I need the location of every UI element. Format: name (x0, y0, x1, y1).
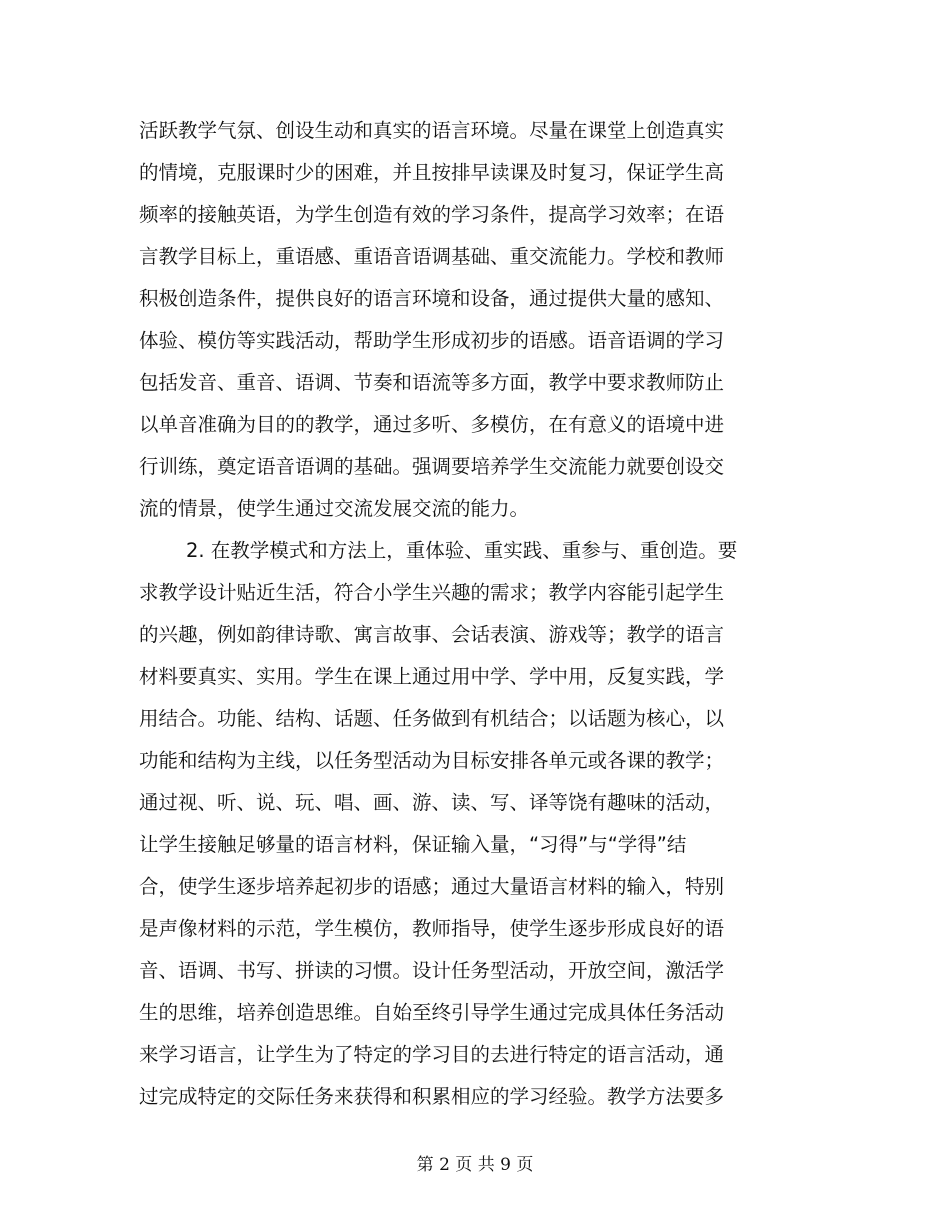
text-line: 以单音准确为目的的教学，通过多听、多模仿，在有意义的语境中进 (139, 413, 725, 436)
text-line: 材料要真实、实用。学生在课上通过用中学、学中用，反复实践，学 (139, 665, 725, 688)
text-line: 过完成特定的交际任务来获得和积累相应的学习经验。教学方法要多 (139, 1085, 725, 1108)
text-line: 通过视、听、说、玩、唱、画、游、读、写、译等饶有趣味的活动， (139, 791, 725, 814)
text-line: 合，使学生逐步培养起初步的语感；通过大量语言材料的输入，特别 (139, 875, 725, 898)
text-line: 行训练，奠定语音语调的基础。强调要培养学生交流能力就要创设交 (139, 455, 725, 478)
text-line: 体验、模仿等实践活动，帮助学生形成初步的语感。语音语调的学习 (139, 329, 725, 352)
text-line: 功能和结构为主线，以任务型活动为目标安排各单元或各课的教学； (139, 749, 725, 772)
text-line: 让学生接触足够量的语言材料，保证输入量，“习得”与“学得”结 (139, 833, 687, 856)
text-line: 的情境，克服课时少的困难，并且按排早读课及时复习，保证学生高 (139, 161, 725, 184)
text-line: 频率的接触英语，为学生创造有效的学习条件，提高学习效率；在语 (139, 203, 725, 226)
text-line: 是声像材料的示范，学生模仿，教师指导，使学生逐步形成良好的语 (139, 917, 725, 940)
page-number-footer: 第 2 页 共 9 页 (416, 1155, 534, 1175)
paragraph-start-line: 2. 在教学模式和方法上，重体验、重实践、重参与、重创造。要 (186, 539, 738, 562)
text-line: 言教学目标上，重语感、重语音语调基础、重交流能力。学校和教师 (139, 245, 725, 268)
text-line: 求教学设计贴近生活，符合小学生兴趣的需求；教学内容能引起学生 (139, 581, 725, 604)
text-line: 的兴趣，例如韵律诗歌、寓言故事、会话表演、游戏等；教学的语言 (139, 623, 725, 646)
document-body (139, 110, 759, 1118)
text-line: 活跃教学气氛、创设生动和真实的语言环境。尽量在课堂上创造真实 (139, 119, 725, 142)
text-line: 流的情景，使学生通过交流发展交流的能力。 (139, 497, 530, 520)
text-line: 生的思维，培养创造思维。自始至终引导学生通过完成具体任务活动 (139, 1001, 725, 1024)
text-line: 包括发音、重音、语调、节奏和语流等多方面，教学中要求教师防止 (139, 371, 725, 394)
text-line: 用结合。功能、结构、话题、任务做到有机结合；以话题为核心，以 (139, 707, 725, 730)
text-line: 音、语调、书写、拼读的习惯。设计任务型活动，开放空间，激活学 (139, 959, 725, 982)
text-line: 积极创造条件，提供良好的语言环境和设备，通过提供大量的感知、 (139, 287, 725, 310)
text-line: 来学习语言，让学生为了特定的学习目的去进行特定的语言活动，通 (139, 1043, 725, 1066)
